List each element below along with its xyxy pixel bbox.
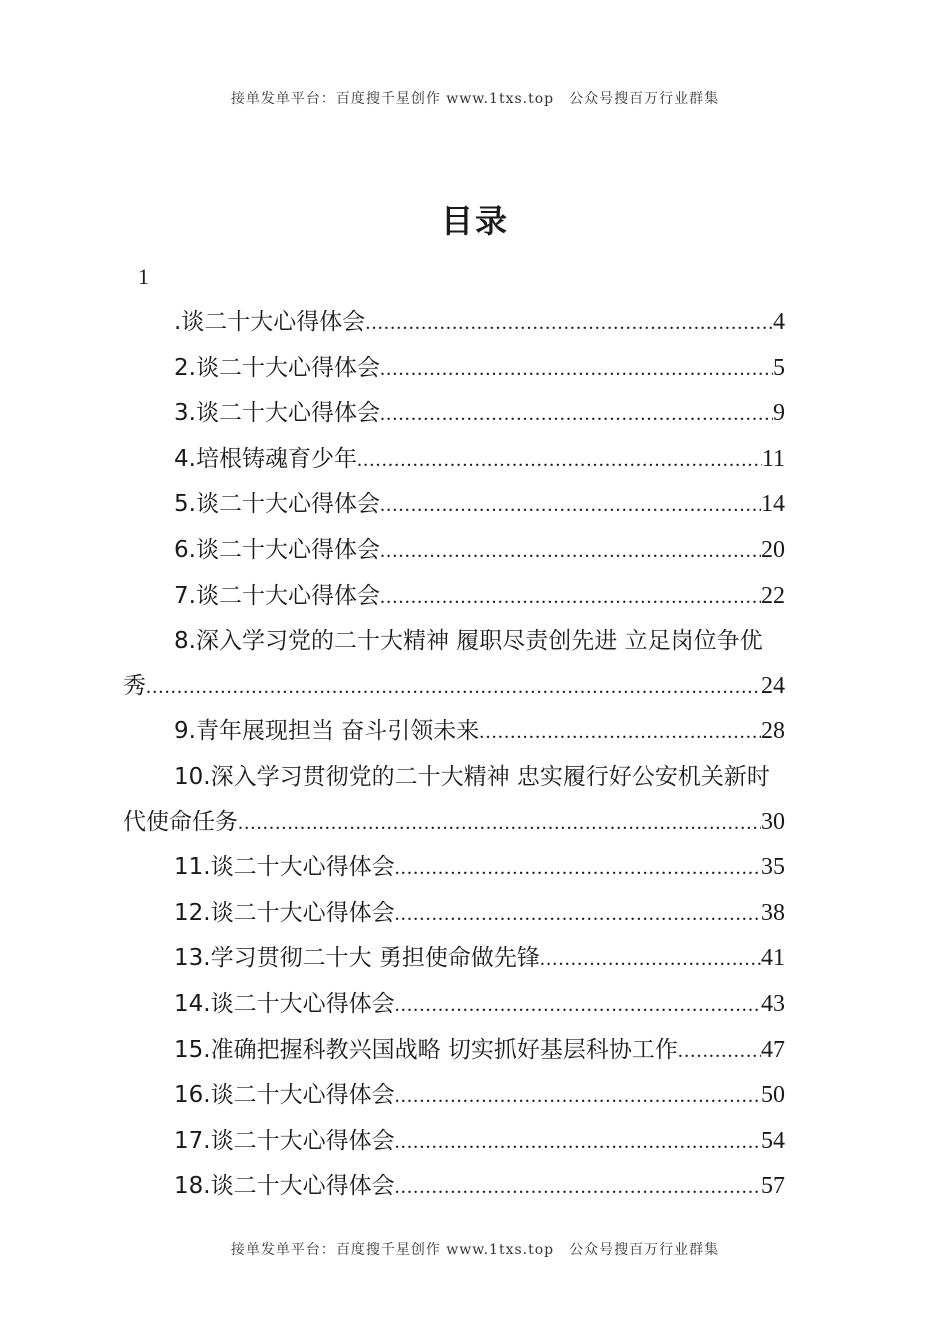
toc-entry-page: 22 [761,582,785,609]
toc-entry-title: 5.谈二十大心得体会 [174,491,380,518]
toc-entry-15[interactable] [123,1028,785,1074]
toc-entry-page: 30 [761,808,785,835]
toc-entry-9[interactable] [123,709,785,755]
dot-leader [380,483,761,528]
toc-entry-page: 11 [761,445,785,472]
toc-entry-13[interactable] [123,936,785,982]
toc-entry-title: 7.谈二十大心得体会 [174,582,380,609]
dot-leader [678,1029,761,1074]
table-of-contents [123,300,785,1210]
dot-leader [146,665,761,710]
toc-entry-page: 43 [761,990,785,1017]
dot-leader [479,710,761,755]
toc-entry-17[interactable] [123,1119,785,1165]
toc-entry-title: 6.谈二十大心得体会 [174,536,380,563]
toc-entry-page: 41 [761,945,785,972]
toc-entry-page: 28 [761,718,785,745]
toc-entry-title-line1: 10.深入学习贯彻党的二十大精神 忠实履行好公安机关新时 [174,763,770,790]
toc-entry-page: 54 [761,1127,785,1154]
dot-leader [395,1074,761,1119]
toc-entry-title: 9.青年展现担当 奋斗引领未来 [174,718,480,745]
dot-leader [357,438,762,483]
dot-leader [395,846,761,891]
toc-entry-page: 57 [761,1173,785,1200]
toc-entry-11[interactable] [123,845,785,891]
dot-leader [238,801,761,846]
toc-entry-title: 11.谈二十大心得体会 [174,854,395,881]
toc-entry-title: 15.准确把握科教兴国战略 切实抓好基层科协工作 [174,1036,678,1063]
toc-entry-title-line1: 8.深入学习党的二十大精神 履职尽责创先进 立足岗位争优 [174,628,763,655]
dot-leader [540,937,761,982]
header-note: 接单发单平台：百度搜千星创作 www.1txs.top 公众号搜百万行业群集 [230,91,720,107]
dot-leader [395,1165,761,1210]
toc-entry-4[interactable] [123,437,785,483]
toc-entry-10[interactable] [123,755,785,845]
toc-entry-12[interactable] [123,891,785,937]
toc-entry-3[interactable] [123,391,785,437]
toc-entry-title: 秀 [123,672,146,699]
toc-entry-page: 50 [761,1082,785,1109]
toc-entry-title: 4.培根铸魂育少年 [174,445,357,472]
section-number: 1 [138,264,149,289]
dot-leader [380,529,761,574]
dot-leader [380,347,773,392]
toc-entry-page: 47 [761,1036,785,1063]
toc-entry-title: 代使命任务 [123,808,238,835]
toc-entry-page: 4 [773,309,785,335]
toc-entry-5[interactable] [123,482,785,528]
toc-entry-page: 14 [761,491,785,518]
toc-entry-page: 35 [761,854,785,881]
toc-entry-14[interactable] [123,982,785,1028]
toc-entry-1[interactable] [123,300,785,346]
dot-leader [395,1120,761,1165]
toc-entry-title: 3.谈二十大心得体会 [174,400,380,427]
toc-entry-title: 2.谈二十大心得体会 [174,354,380,381]
toc-entry-title: 16.谈二十大心得体会 [174,1082,395,1109]
toc-entry-page: 5 [773,354,785,381]
toc-entry-7[interactable] [123,574,785,620]
toc-entry-8[interactable] [123,619,785,709]
toc-entry-16[interactable] [123,1073,785,1119]
toc-entry-page: 20 [761,536,785,563]
toc-entry-page: 24 [761,672,785,699]
dot-leader [395,892,761,937]
toc-entry-2[interactable] [123,346,785,392]
toc-entry-title: 18.谈二十大心得体会 [174,1173,395,1200]
toc-entry-title: .谈二十大心得体会 [174,309,366,335]
toc-entry-title: 13.学习贯彻二十大 勇担使命做先锋 [174,945,540,972]
dot-leader [380,392,773,437]
toc-title: 目录 [440,202,509,240]
dot-leader [395,983,761,1028]
toc-entry-18[interactable] [123,1164,785,1210]
toc-entry-page: 38 [761,899,785,926]
toc-entry-title: 12.谈二十大心得体会 [174,899,395,926]
toc-entry-title: 14.谈二十大心得体会 [174,990,395,1017]
toc-entry-page: 9 [773,400,785,427]
toc-entry-6[interactable] [123,528,785,574]
dot-leader [365,301,773,346]
dot-leader [380,575,761,620]
footer-note: 接单发单平台：百度搜千星创作 www.1txs.top 公众号搜百万行业群集 [230,1242,720,1258]
toc-entry-title: 17.谈二十大心得体会 [174,1127,395,1154]
